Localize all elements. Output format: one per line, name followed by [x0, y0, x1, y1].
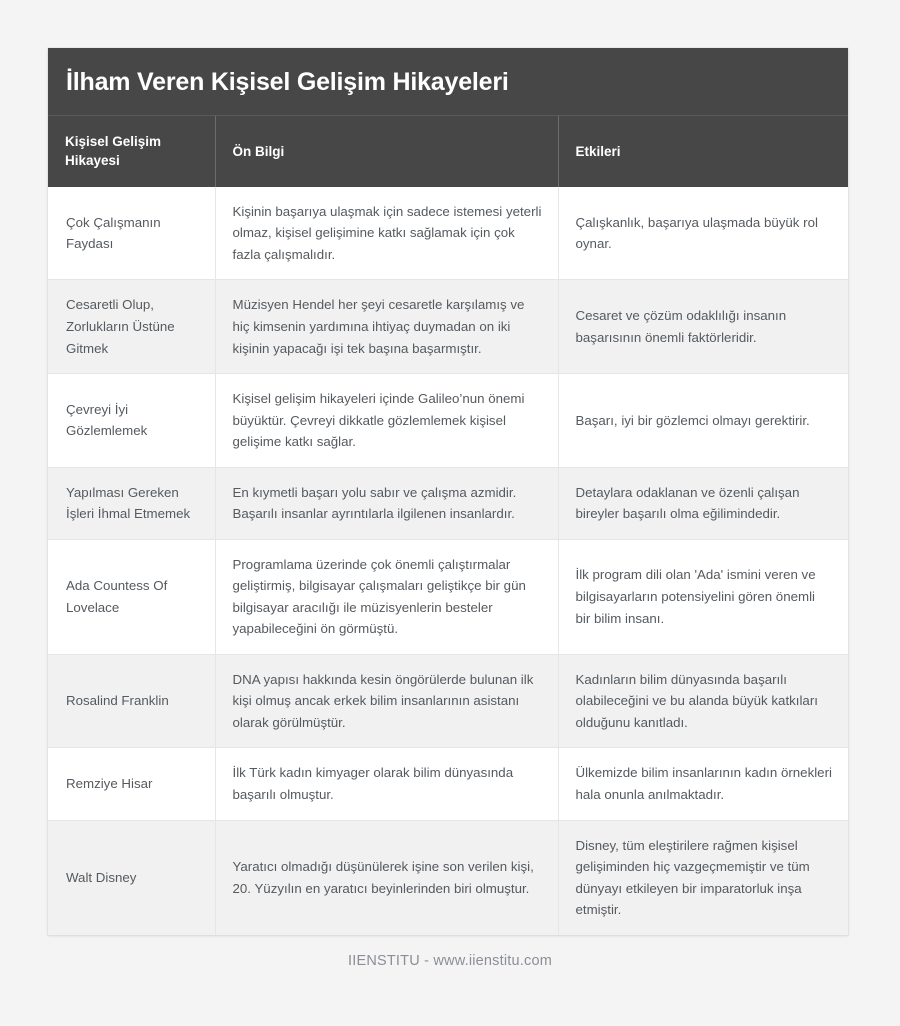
table-row: [48, 654, 848, 748]
cell-info: İlk Türk kadın kimyager olarak bilim dünyasında başarılı olmuştur.: [215, 748, 558, 820]
cell-info: Programlama üzerinde çok önemli çalıştırmalar geliştirmiş, bilgisayar çalışmaları geliştikçe bir gün bilgisayar aracılığı ile müzisyenlerin besteler yapabileceğini ön görmüştü.: [215, 539, 558, 654]
table-body: [48, 187, 848, 935]
cell-effect: Kadınların bilim dünyasında başarılı olabileceğini ve bu alanda büyük katkıları olduğunu kanıtladı.: [558, 654, 848, 748]
page-title: İlham Veren Kişisel Gelişim Hikayeleri: [48, 48, 848, 116]
column-header-effect: Etkileri: [558, 116, 848, 187]
table-row: [48, 539, 848, 654]
cell-story: Remziye Hisar: [48, 748, 215, 820]
table-row: [48, 280, 848, 374]
cell-info: Yaratıcı olmadığı düşünülerek işine son verilen kişi, 20. Yüzyılın en yaratıcı beyinlerinden biri olmuştur.: [215, 820, 558, 935]
cell-info: Kişinin başarıya ulaşmak için sadece istemesi yeterli olmaz, kişisel gelişimine katkı sağlamak için çok fazla çalışmalıdır.: [215, 187, 558, 280]
table-row: [48, 374, 848, 468]
stories-table: [48, 116, 848, 935]
table-row: [48, 467, 848, 539]
table-header-row: [48, 116, 848, 187]
table-header: [48, 116, 848, 187]
cell-story: Rosalind Franklin: [48, 654, 215, 748]
story-table-card: [48, 48, 848, 935]
table-row: [48, 187, 848, 280]
cell-effect: Detaylara odaklanan ve özenli çalışan bireyler başarılı olma eğilimindedir.: [558, 467, 848, 539]
column-header-info: Ön Bilgi: [215, 116, 558, 187]
cell-story: Yapılması Gereken İşleri İhmal Etmemek: [48, 467, 215, 539]
cell-effect: Başarı, iyi bir gözlemci olmayı gerektirir.: [558, 374, 848, 468]
footer-attribution: IIENSTITU - www.iienstitu.com: [348, 953, 552, 969]
cell-effect: İlk program dili olan 'Ada' ismini veren ve bilgisayarların potensiyelini gören önemli bir bilim insanı.: [558, 539, 848, 654]
cell-story: Ada Countess Of Lovelace: [48, 539, 215, 654]
table-row: [48, 748, 848, 820]
cell-info: En kıymetli başarı yolu sabır ve çalışma azmidir. Başarılı insanlar ayrıntılarla ilgilenen insanlardır.: [215, 467, 558, 539]
cell-story: Çok Çalışmanın Faydası: [48, 187, 215, 280]
cell-effect: Cesaret ve çözüm odaklılığı insanın başarısının önemli faktörleridir.: [558, 280, 848, 374]
cell-story: Walt Disney: [48, 820, 215, 935]
cell-info: Kişisel gelişim hikayeleri içinde Galileo’nun önemi büyüktür. Çevreyi dikkatle gözlemlemek kişisel gelişime katkı sağlar.: [215, 374, 558, 468]
cell-info: DNA yapısı hakkında kesin öngörülerde bulunan ilk kişi olmuş ancak erkek bilim insanlarının asistanı olarak görülmüştür.: [215, 654, 558, 748]
cell-story: Cesaretli Olup, Zorlukların Üstüne Gitmek: [48, 280, 215, 374]
table-row: [48, 820, 848, 935]
cell-effect: Disney, tüm eleştirilere rağmen kişisel gelişiminden hiç vazgeçmemiştir ve tüm dünyayı etkileyen bir imparatorluk inşa etmiştir.: [558, 820, 848, 935]
cell-effect: Ülkemizde bilim insanlarının kadın örnekleri hala onunla anılmaktadır.: [558, 748, 848, 820]
cell-effect: Çalışkanlık, başarıya ulaşmada büyük rol oynar.: [558, 187, 848, 280]
cell-story: Çevreyi İyi Gözlemlemek: [48, 374, 215, 468]
column-header-story: Kişisel Gelişim Hikayesi: [48, 116, 215, 187]
cell-info: Müzisyen Hendel her şeyi cesaretle karşılamış ve hiç kimsenin yardımına ihtiyaç duymadan on iki kişinin yapacağı işi tek başına başarmıştır.: [215, 280, 558, 374]
